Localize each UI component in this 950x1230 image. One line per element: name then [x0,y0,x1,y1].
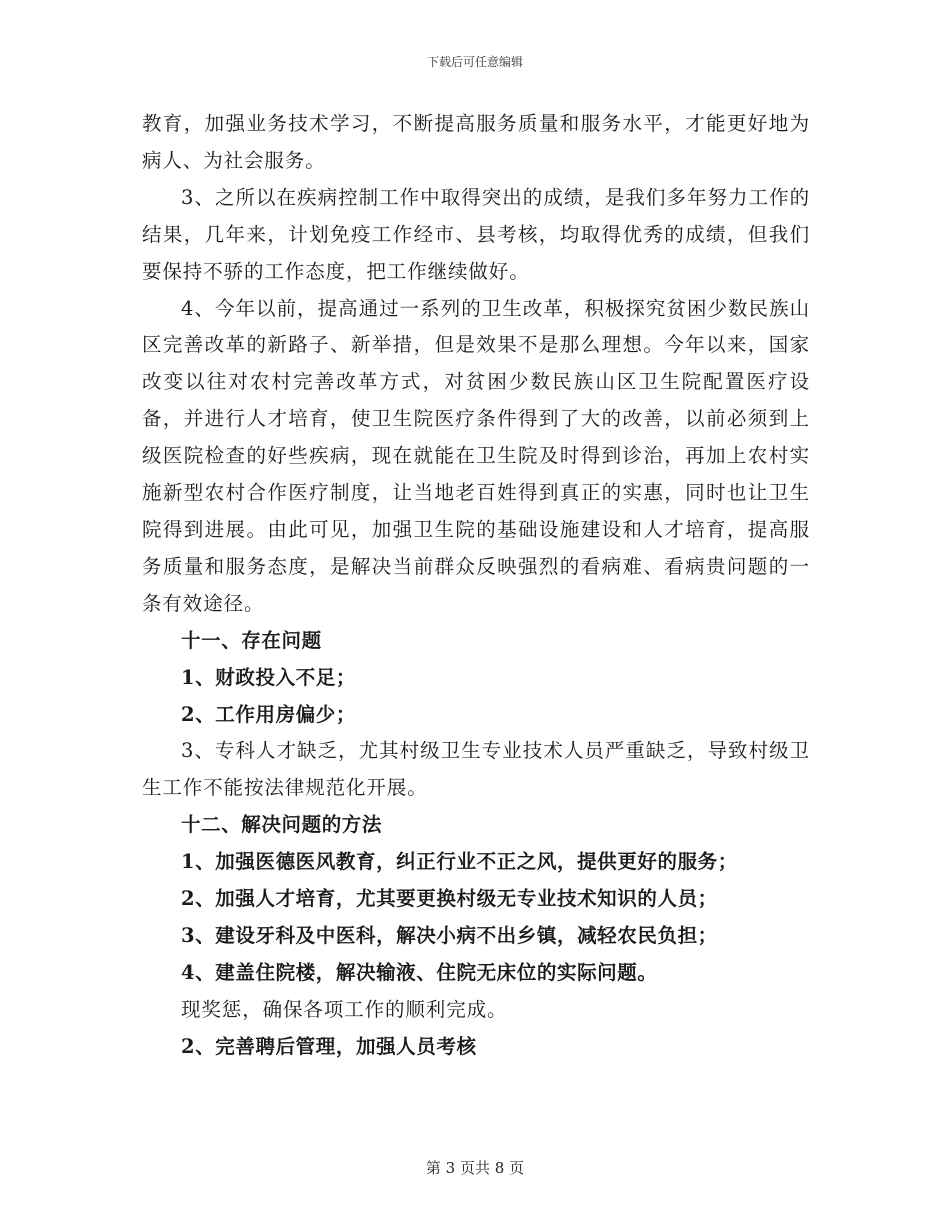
sub-heading-management: 2、完善聘后管理，加强人员考核 [181,1034,477,1058]
paragraph-rewards: 现奖惩，确保各项工作的顺利完成。 [181,997,508,1021]
paragraph-2: 3、之所以在疾病控制工作中取得突出的成绩，是我们多年努力工作的结果，几年来，计划免疫工作经市、县考核，均取得优秀的成绩，但我们要保持不骄的工作态度，把工作继续做好。 [142,185,810,283]
solution-item-3: 3、建设牙科及中医科，解决小病不出乡镇，减轻农民负担； [181,923,718,947]
problem-item-1: 1、财政投入不足； [181,665,356,689]
paragraph-3: 4、今年以前，提高通过一系列的卫生改革，积极探究贫困少数民族山区完善改革的新路子、新举措，但是效果不是那么理想。今年以来，国家改变以往对农村完善改革方式，对贫困少数民族山区卫生院配置医疗设备，并进行人才培育，使卫生院医疗条件得到了大的改善，以前必须到上级医院检查的好些疾病，现在就能在卫生院及时得到诊治，再加上农村实施新型农村合作医疗制度，让当地老百姓得到真正的实惠，同时也让卫生院得到进展。由此可见，加强卫生院的基础设施建设和人才培育，提高服务质量和服务态度，是解决当前群众反映强烈的看病难、看病贵问题的一条有效途径。 [142,296,810,615]
solution-item-1: 1、加强医德医风教育，纠正行业不正之风，提供更好的服务； [181,850,738,874]
paragraph-1: 教育，加强业务技术学习，不断提高服务质量和服务水平，才能更好地为病人、为社会服务。 [142,112,810,172]
section-heading-solutions: 十二、解决问题的方法 [181,813,383,837]
solution-item-2: 2、加强人才培育，尤其要更换村级无专业技术知识的人员； [181,887,718,911]
document-body [142,106,810,1066]
problem-item-3: 3、专科人才缺乏，尤其村级卫生专业技术人员严重缺乏，导致村级卫生工作不能按法律规范化开展。 [142,739,810,800]
solution-item-4: 4、建盖住院楼，解决输液、住院无床位的实际问题。 [181,960,658,984]
page-number-footer: 第 3 页共 8 页 [425,1159,525,1177]
page-header: 下载后可任意编辑 [426,55,523,69]
section-heading-existing-problems: 十一、存在问题 [181,628,322,652]
problem-item-2: 2、工作用房偏少； [181,702,356,726]
